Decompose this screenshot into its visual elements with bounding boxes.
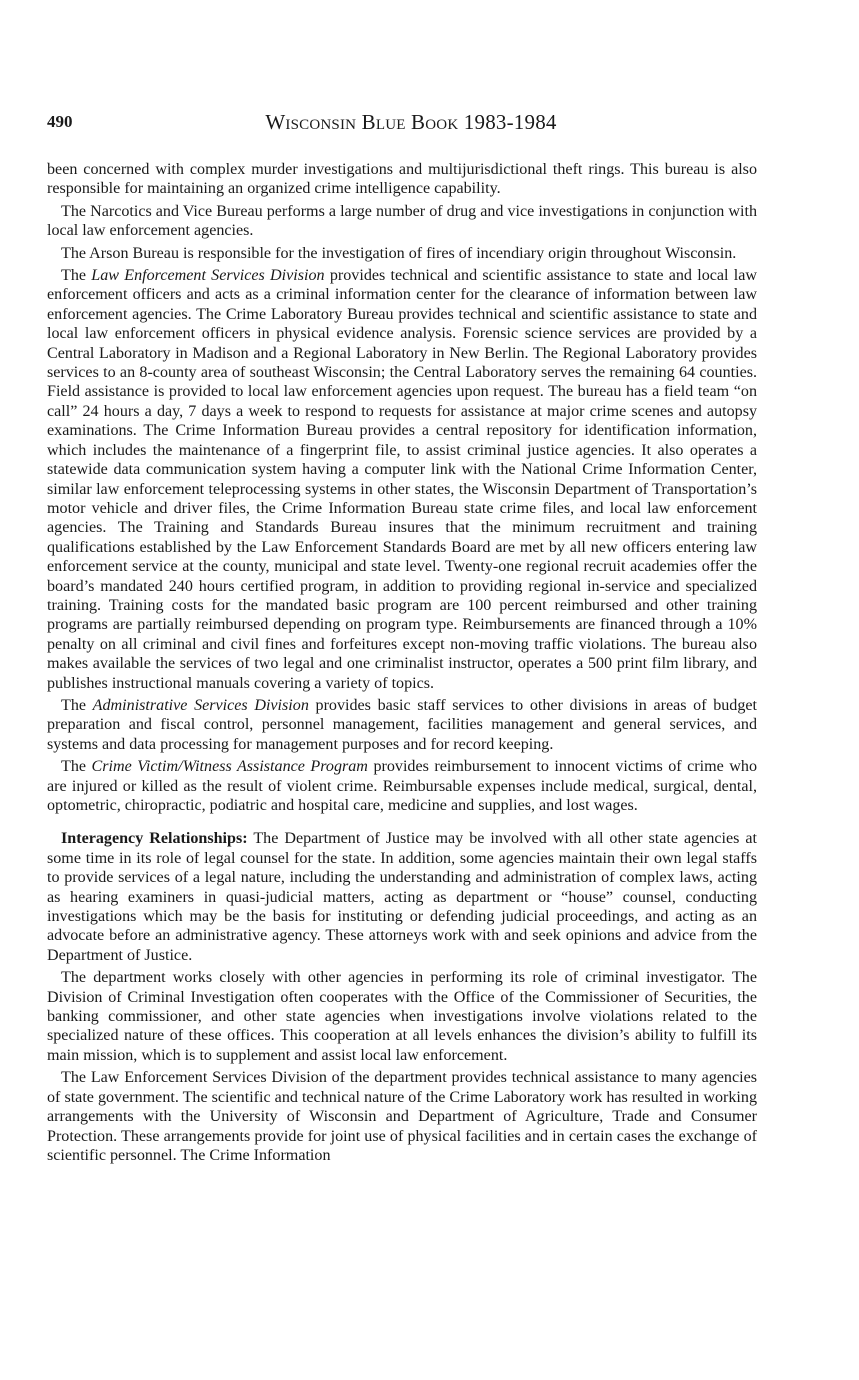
division-name: Law Enforcement Services Division <box>91 267 325 285</box>
paragraph-interagency-relationships <box>47 829 757 965</box>
program-name: Crime Victim/Witness Assistance Program <box>91 758 368 776</box>
paragraph-text: provides technical and scientific assistance to state and local law enforcement officers and acts as a criminal information center for the clearance of information between law enforcement agencies. The Crime Laboratory Bureau provides technical and scientific assistance to state and local law enforcement officers in physical evidence analysis. Forensic science services are provided by a Central Laboratory in Madison and a Regional Laboratory in New Berlin. The Regional Laboratory provides services to an 8-county area of southeast Wisconsin; the Central Laboratory serves the remaining 64 counties. Field assistance is provided to local law enforcement agencies upon request. The bureau has a field team “on call” 24 hours a day, 7 days a week to respond to requests for assistance at major crime scenes and autopsy examinations. The Crime Information Bureau provides a central repository for identification information, which includes the maintenance of a fingerprint file, to assist criminal justice agencies. It also operates a statewide data communication system having a computer link with the National Crime Information Center, similar law enforcement teleprocessing systems in other states, the Wisconsin Department of Transportation’s motor vehicle and driver files, the Crime Information Bureau state crime files, and local law enforcement agencies. The Training and Standards Bureau insures that the minimum recruitment and training qualifications established by the Law Enforcement Standards Board are met by all new officers entering law enforcement service at the county, municipal and state level. Twenty-one regional recruit academies offer the board’s mandated 240 hours certified program, in addition to providing regional in-service and specialized training. Training costs for the mandated basic program are 100 percent reimbursed and other training programs are partially reimbursed depending on program type. Reimbursements are financed through a 10% penalty on all criminal and civil fines and forfeitures except non-moving traffic violations. The bureau also makes available the services of two legal and one criminalist instructor, operates a 500 print film library, and publishes instructional manuals covering a variety of topics. <box>47 267 757 692</box>
paragraph-technical-assistance: The Law Enforcement Services Division of the department provides technical assistance to many agencies of state government. The scientific and technical nature of the Crime Laboratory work has resulted in working arrangements with the University of Wisconsin and Department of Agriculture, Trade and Consumer Protection. These arrangements provide for joint use of physical facilities and in certain cases the exchange of scientific personnel. The Crime Information <box>47 1069 757 1164</box>
paragraph-text: provides basic staff services to other divisions in areas of budget preparation and fiscal control, personnel management, facilities management and general services, and systems and data processing for management purposes and for record keeping. <box>47 696 757 753</box>
division-name: Administrative Services Division <box>92 696 309 714</box>
body-text <box>47 160 757 1165</box>
running-title <box>47 110 775 135</box>
paragraph-lead: The <box>61 267 87 285</box>
page-header <box>47 110 775 140</box>
paragraph-text: The Department of Justice may be involved with all other state agencies at some time in its role of legal counsel for the state. In addition, some agencies maintain their own legal staffs to provide services of a legal nature, including the understanding and administration of complex laws, acting as hearing examiners in quasi-judicial matters, acting as department or “house” counsel, conducting investigations which may be the basis for instituting or defending judicial proceedings, and acting as an advocate before an administrative agency. These attorneys work with and seek opinions and advice from the Department of Justice. <box>47 830 758 964</box>
paragraph-lead: The <box>61 696 87 714</box>
paragraph-victim-witness-program <box>47 757 757 815</box>
paragraph-text: provides reimbursement to innocent victims of crime who are injured or killed as the result of violent crime. Reimbursable expenses include medical, surgical, dental, optometric, chiropractic, podiatric and hospital care, medicine and supplies, and lost wages. <box>47 758 758 814</box>
page-number: 490 <box>47 112 73 131</box>
paragraph-law-enforcement-services <box>47 266 757 693</box>
section-heading: Interagency Relationships: <box>61 830 248 848</box>
running-title-text: Wisconsin Blue Book 1983-1984 <box>265 110 557 134</box>
paragraph-continued: been concerned with complex murder investigations and multijurisdictional theft rings. This bureau is also responsible for maintaining an organized crime intelligence capability. <box>47 161 757 198</box>
paragraph-criminal-investigation: The department works closely with other agencies in performing its role of criminal investigator. The Division of Criminal Investigation often cooperates with the Office of the Commissioner of Securities, the banking commissioner, and other state agencies when investigations involve violations related to the specialized nature of these offices. This cooperation at all levels enhances the division’s ability to fulfill its main mission, which is to supplement and assist local law enforcement. <box>47 969 757 1064</box>
paragraph-arson-bureau: The Arson Bureau is responsible for the investigation of fires of incendiary origin throughout Wisconsin. <box>61 244 737 262</box>
paragraph-administrative-services <box>47 696 757 754</box>
paragraph-lead: The <box>61 758 87 776</box>
paragraph-narcotics-bureau: The Narcotics and Vice Bureau performs a large number of drug and vice investigations in conjunction with local law enforcement agencies. <box>47 202 757 240</box>
